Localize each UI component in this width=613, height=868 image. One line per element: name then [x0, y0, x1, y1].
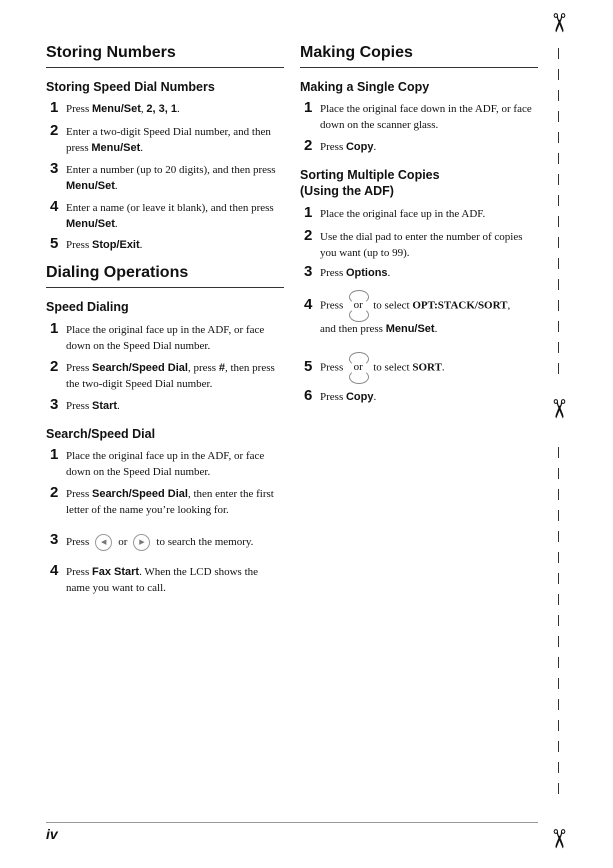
cut-line-dash	[558, 615, 559, 626]
cut-line-dash	[558, 552, 559, 563]
scissors-icon: ✂	[544, 12, 573, 34]
cut-line-dash	[558, 678, 559, 689]
scissors-icon: ✂	[544, 398, 573, 420]
cut-line-dash	[558, 132, 559, 143]
cut-line-dash	[558, 153, 559, 164]
right-arrow-key-icon: ▶	[133, 534, 150, 551]
cut-line-dash	[558, 468, 559, 479]
cut-line-dash	[558, 531, 559, 542]
cut-line-dash	[558, 195, 559, 206]
cut-line-dash	[558, 216, 559, 227]
footer-rule	[46, 822, 538, 823]
cut-line-dash	[558, 489, 559, 500]
cut-line-dash	[558, 510, 559, 521]
cut-line-dash	[558, 90, 559, 101]
cut-line-dash	[558, 342, 559, 353]
cut-line-dash	[558, 111, 559, 122]
heading-search-speed-dial: Search/Speed Dial	[46, 427, 156, 441]
cut-line-dash	[558, 237, 559, 248]
heading-sorting-multiple-copies: Sorting Multiple Copies (Using the ADF)	[300, 168, 440, 198]
cut-line-dash	[558, 279, 559, 290]
cut-line-dash	[558, 363, 559, 374]
up-down-key-icon: or	[347, 352, 369, 384]
left-arrow-key-icon: ◀	[95, 534, 112, 551]
cut-line-dash	[558, 573, 559, 584]
cut-line-dash	[558, 48, 559, 59]
cut-line-dash	[558, 783, 559, 794]
cut-line-dash	[558, 594, 559, 605]
cut-line-dash	[558, 258, 559, 269]
section-title-dialing-operations: Dialing Operations	[46, 264, 284, 288]
cut-line-dash	[558, 699, 559, 710]
cut-line-dash	[558, 741, 559, 752]
cut-line-dash	[558, 762, 559, 773]
heading-single-copy: Making a Single Copy	[300, 80, 430, 94]
heading-storing-speed-dial: Storing Speed Dial Numbers	[46, 80, 215, 94]
cut-line-dash	[558, 69, 559, 80]
cut-line-dash	[558, 720, 559, 731]
cut-line-dash	[558, 321, 559, 332]
cut-line-dash	[558, 447, 559, 458]
section-title-storing-numbers: Storing Numbers	[46, 44, 284, 68]
page-number: iv	[46, 826, 58, 842]
up-down-key-icon: or	[347, 290, 369, 322]
section-title-making-copies: Making Copies	[300, 44, 538, 68]
heading-speed-dialing: Speed Dialing	[46, 300, 129, 314]
cut-line	[558, 0, 559, 868]
cut-line-dash	[558, 657, 559, 668]
cut-line-dash	[558, 174, 559, 185]
cut-line-dash	[558, 300, 559, 311]
scissors-icon: ✂	[544, 828, 573, 850]
cut-line-dash	[558, 636, 559, 647]
